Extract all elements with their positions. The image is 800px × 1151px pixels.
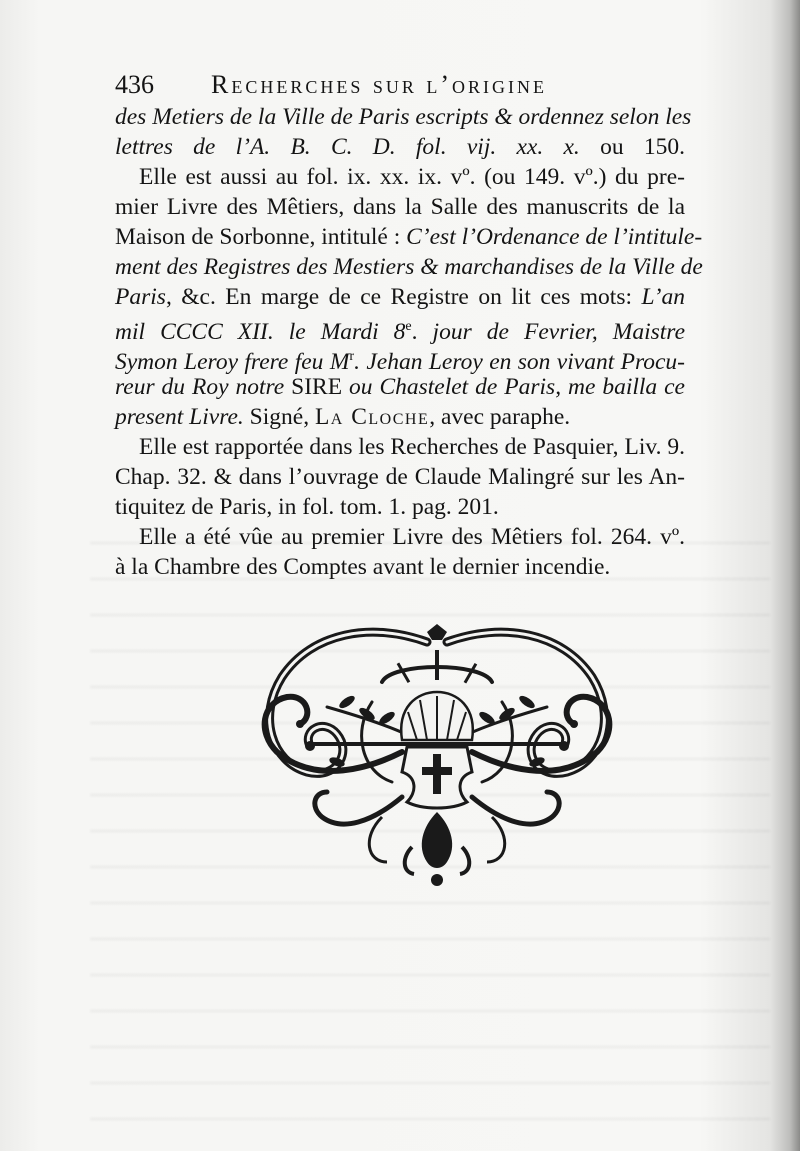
text-segment: e (405, 319, 412, 334)
text-segment: Elle est rapportée dans les Recherches de Pasquier, Liv. 9. (139, 434, 685, 460)
text-line (115, 372, 685, 402)
paragraph (115, 522, 685, 582)
text-line (115, 252, 703, 282)
paragraph (115, 102, 692, 162)
text-segment: r (349, 349, 355, 364)
text-segment: ou 150. (579, 134, 685, 160)
text-segment: , avec paraphe. (429, 404, 571, 430)
text-segment: lettres de l’A. B. C. D. fol. vij. xx. x. (115, 134, 580, 160)
text-segment: reur du Roy notre (115, 374, 292, 400)
text-segment: C’est l’Ordenance de l’intitule- (406, 224, 703, 250)
text-segment: SIRE (291, 374, 343, 400)
body-text (115, 102, 703, 582)
text-line (115, 462, 685, 492)
text-segment: mil CCCC XII. le Mardi 8 (115, 318, 406, 345)
text-segment: present Livre. (115, 404, 244, 430)
text-line (115, 522, 685, 552)
text-segment: Symon Leroy frere feu M (115, 348, 350, 375)
text-segment: ou Chastelet de Paris, me bailla ce (342, 374, 685, 400)
text-segment: Signé, (243, 404, 315, 430)
text-segment: . Jehan Leroy en son vivant Procu- (354, 348, 685, 375)
text-segment: ment des Registres des Mestiers & marchandises de la Ville de (115, 254, 703, 280)
text-segment: Paris (115, 284, 166, 310)
text-line (115, 432, 685, 462)
text-segment: La Cloche (314, 404, 430, 430)
text-segment: mier Livre des Mêtiers, dans la Salle des manuscrits de la (115, 194, 685, 220)
text-segment: tiquitez de Paris, in fol. tom. 1. pag. 201. (115, 494, 499, 520)
running-title: Recherches sur l’origine (211, 70, 548, 99)
page-header (115, 68, 675, 102)
rococo-shell-cartouche-icon (252, 622, 622, 892)
text-line (115, 342, 685, 375)
text-segment: à la Chambre des Comptes avant le dernier incendie. (115, 554, 611, 580)
text-line (115, 222, 703, 252)
text-line (115, 552, 685, 582)
text-line (115, 402, 685, 432)
text-segment: jour de Fevrier, Maistre (432, 318, 685, 345)
text-line (115, 132, 685, 162)
text-segment: des Metiers de la Ville de Paris escripts & ordennez selon les (115, 104, 692, 130)
text-segment: Chap. 32. & dans l’ouvrage de Claude Malingré sur les An- (115, 464, 685, 490)
text-line (115, 312, 685, 345)
text-segment: . (411, 318, 433, 345)
paragraph (115, 162, 703, 432)
text-line (115, 162, 685, 192)
text-line (115, 282, 685, 312)
text-line (115, 102, 692, 132)
text-line (115, 192, 685, 222)
text-segment: Maison de Sorbonne, intitulé : (115, 224, 407, 250)
text-segment: L’an (641, 284, 685, 310)
text-segment: Elle est aussi au fol. ix. xx. ix. vº. (ou 149. vº.) du pre- (139, 164, 685, 190)
page-number: 436 (115, 70, 154, 99)
text-segment: , &c. En marge de ce Registre on lit ces mots: (165, 284, 642, 310)
paragraph (115, 432, 685, 522)
text-line (115, 492, 685, 522)
text-segment: Elle a été vûe au premier Livre des Mêtiers fol. 264. vº. (139, 524, 685, 550)
